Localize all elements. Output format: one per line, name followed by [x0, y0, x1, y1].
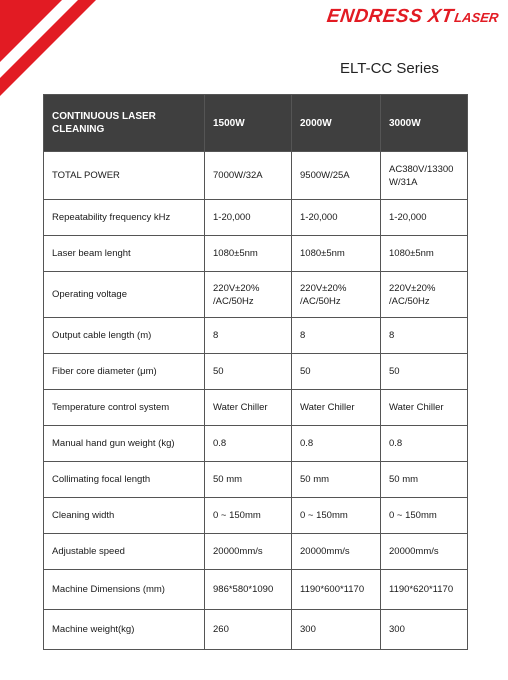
table-row: [44, 354, 468, 390]
cell-value: Water Chiller: [205, 390, 292, 426]
cell-value: AC380V/13300 W/31A: [381, 152, 468, 200]
header-cell: 1500W: [205, 95, 292, 152]
row-label: Machine Dimensions (mm): [44, 570, 205, 610]
header-cell: 3000W: [381, 95, 468, 152]
row-label: TOTAL POWER: [44, 152, 205, 200]
row-label: Repeatability frequency kHz: [44, 200, 205, 236]
cell-value: 1080±5nm: [292, 236, 381, 272]
spec-table: [43, 94, 468, 650]
cell-value: 20000mm/s: [292, 534, 381, 570]
table-row: [44, 152, 468, 200]
cell-value: 50: [381, 354, 468, 390]
cell-value: 9500W/25A: [292, 152, 381, 200]
cell-value: 300: [292, 610, 381, 650]
cell-value: 50 mm: [205, 462, 292, 498]
cell-value: 0 ~ 150mm: [381, 498, 468, 534]
cell-value: 1-20,000: [292, 200, 381, 236]
cell-value: 20000mm/s: [381, 534, 468, 570]
cell-value: 1-20,000: [381, 200, 468, 236]
table-row: [44, 462, 468, 498]
table-row: [44, 318, 468, 354]
table-row: [44, 498, 468, 534]
header-cell: 2000W: [292, 95, 381, 152]
cell-value: 50: [292, 354, 381, 390]
brand-logo: [325, 6, 500, 28]
cell-value: 0 ~ 150mm: [205, 498, 292, 534]
cell-value: 1190*620*1170: [381, 570, 468, 610]
cell-value: 300: [381, 610, 468, 650]
table-row: [44, 390, 468, 426]
table-row: [44, 236, 468, 272]
cell-value: 220V±20% /AC/50Hz: [292, 272, 381, 318]
table-row: [44, 570, 468, 610]
table-row: [44, 426, 468, 462]
cell-value: 0.8: [381, 426, 468, 462]
row-label: Fiber core diameter (μm): [44, 354, 205, 390]
table-row: [44, 534, 468, 570]
brand-logo-sub: LASER: [452, 10, 499, 25]
row-label: Machine weight(kg): [44, 610, 205, 650]
row-label: Laser beam lenght: [44, 236, 205, 272]
cell-value: 8: [205, 318, 292, 354]
cell-value: 7000W/32A: [205, 152, 292, 200]
cell-value: Water Chiller: [381, 390, 468, 426]
cell-value: Water Chiller: [292, 390, 381, 426]
cell-value: 1080±5nm: [205, 236, 292, 272]
row-label: Adjustable speed: [44, 534, 205, 570]
row-label: Collimating focal length: [44, 462, 205, 498]
cell-value: 1190*600*1170: [292, 570, 381, 610]
row-label: Operating voltage: [44, 272, 205, 318]
header-row: [44, 95, 468, 152]
cell-value: 986*580*1090: [205, 570, 292, 610]
table-row: [44, 272, 468, 318]
cell-value: 0.8: [205, 426, 292, 462]
cell-value: 220V±20% /AC/50Hz: [381, 272, 468, 318]
cell-value: 220V±20% /AC/50Hz: [205, 272, 292, 318]
cell-value: 50: [205, 354, 292, 390]
cell-value: 8: [381, 318, 468, 354]
cell-value: 8: [292, 318, 381, 354]
brand-logo-main: ENDRESS XT: [325, 6, 455, 27]
table-row: [44, 610, 468, 650]
cell-value: 1-20,000: [205, 200, 292, 236]
table-row: [44, 200, 468, 236]
cell-value: 50 mm: [292, 462, 381, 498]
row-label: Manual hand gun weight (kg): [44, 426, 205, 462]
header-cell: CONTINUOUS LASER CLEANING: [44, 95, 205, 152]
cell-value: 0 ~ 150mm: [292, 498, 381, 534]
row-label: Temperature control system: [44, 390, 205, 426]
series-title: ELT-CC Series: [340, 60, 439, 77]
cell-value: 260: [205, 610, 292, 650]
cell-value: 50 mm: [381, 462, 468, 498]
row-label: Output cable length (m): [44, 318, 205, 354]
cell-value: 0.8: [292, 426, 381, 462]
row-label: Cleaning width: [44, 498, 205, 534]
cell-value: 20000mm/s: [205, 534, 292, 570]
cell-value: 1080±5nm: [381, 236, 468, 272]
